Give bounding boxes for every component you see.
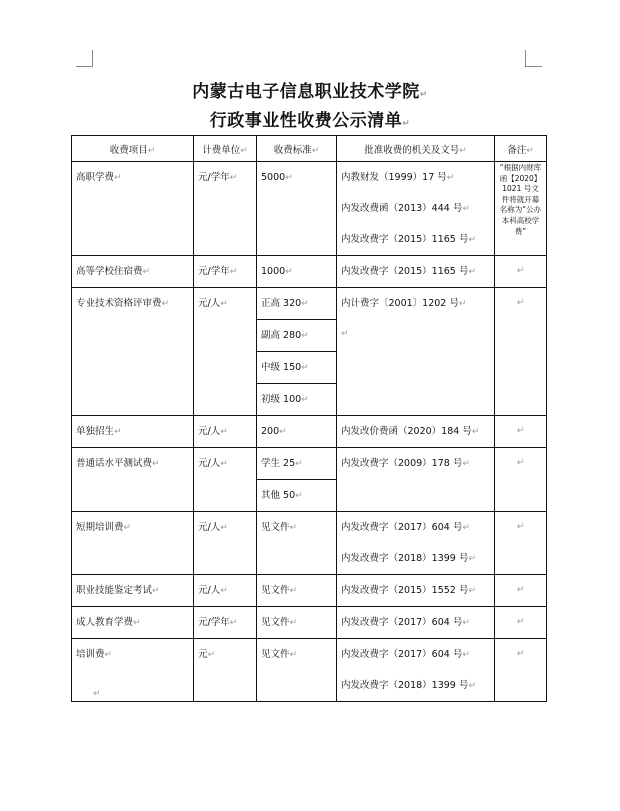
- fee-unit: 元/人↵: [198, 522, 228, 533]
- approval-document: 内发改费字（2009）178 号↵: [341, 458, 470, 469]
- fee-item-name: 职业技能鉴定考试↵: [76, 585, 160, 596]
- fee-item-name: 高职学费↵: [76, 172, 122, 183]
- fee-unit: 元/学年↵: [198, 172, 238, 183]
- cell-remark: [495, 575, 547, 607]
- fee-item-name: 短期培训费↵: [76, 522, 132, 533]
- fee-standard-value: 初级 100↵: [261, 394, 309, 405]
- header-unit: 计费单位↵: [194, 136, 257, 162]
- cell-unit: [194, 575, 257, 607]
- cell-standard: [257, 639, 337, 702]
- cell-approval: [337, 416, 495, 448]
- cell-unit: [194, 607, 257, 639]
- end-paragraph-mark: ↵: [93, 689, 101, 699]
- approval-document: 内发改价费函（2020）184 号↵: [341, 426, 480, 437]
- cell-standard: [257, 416, 337, 448]
- approval-document: 内发改费字（2018）1399 号↵: [341, 553, 476, 564]
- cell-unit: [194, 288, 257, 416]
- approval-document: 内发改费字（2017）604 号↵: [341, 522, 470, 533]
- approval-document: 内发改费字（2018）1399 号↵: [341, 680, 476, 691]
- approval-document: 内发改费字（2017）604 号↵: [341, 617, 470, 628]
- header-item: 收费项目↵: [72, 136, 194, 162]
- cell-standard: [257, 575, 337, 607]
- paragraph-mark: ↵: [516, 522, 525, 532]
- cell-item: [72, 288, 194, 416]
- table-row: [72, 256, 547, 288]
- cell-remark: [495, 639, 547, 702]
- cell-item: [72, 639, 194, 702]
- header-remark: 备注↵: [495, 136, 547, 162]
- fee-standard-value: 其他 50↵: [261, 490, 303, 501]
- cell-approval: [337, 256, 495, 288]
- cell-standard: [257, 162, 337, 256]
- table-row: [72, 288, 547, 416]
- cell-approval: [337, 162, 495, 256]
- fee-unit: 元/人↵: [198, 458, 228, 469]
- fee-item-name: 成人教育学费↵: [76, 617, 141, 628]
- cell-approval: [337, 639, 495, 702]
- cell-standard: [257, 512, 337, 575]
- header-approval: 批准收费的机关及文号↵: [337, 136, 495, 162]
- fee-standard-value: 5000↵: [261, 172, 293, 183]
- cell-item: [72, 448, 194, 512]
- approval-document: 内发改费字（2015）1165 号↵: [341, 234, 476, 245]
- fee-item-name: 单独招生↵: [76, 426, 122, 437]
- cell-unit: [194, 162, 257, 256]
- fee-standard-value: 见文件↵: [261, 617, 298, 628]
- cell-remark: [495, 448, 547, 512]
- approval-document: 内发改费函（2013）444 号↵: [341, 203, 470, 214]
- table-row: [72, 607, 547, 639]
- paragraph-mark: ↵: [516, 585, 525, 595]
- cell-item: [72, 512, 194, 575]
- cell-unit: [194, 448, 257, 512]
- table-row: [72, 448, 547, 512]
- document-subtitle: 行政事业性收费公示清单↵: [209, 111, 411, 131]
- fee-unit: 元/人↵: [198, 585, 228, 596]
- fee-standard-value: 见文件↵: [261, 522, 298, 533]
- table-row: [72, 639, 547, 702]
- cell-remark: [495, 512, 547, 575]
- fee-standard-value: 副高 280↵: [257, 320, 336, 352]
- cell-standard: [257, 448, 337, 512]
- paragraph-mark: ↵: [516, 298, 525, 308]
- fee-standard-value: 1000↵: [261, 266, 293, 277]
- fee-unit: 元↵: [198, 649, 216, 660]
- approval-document: 内计费字〔2001〕1202 号↵: [341, 298, 467, 309]
- cell-remark: [495, 256, 547, 288]
- cell-standard: [257, 288, 337, 416]
- fee-standard-value: 200↵: [261, 426, 287, 437]
- fee-standard-value: 学生 25↵: [257, 448, 336, 480]
- table-row: [72, 512, 547, 575]
- fee-item-name: 培训费↵: [76, 649, 113, 660]
- header-standard: 收费标准↵: [257, 136, 337, 162]
- cell-unit: [194, 256, 257, 288]
- paragraph-mark: ↵: [516, 458, 525, 468]
- cell-item: [72, 575, 194, 607]
- fee-standard-value: 中级 150↵: [257, 352, 336, 384]
- cell-unit: [194, 416, 257, 448]
- cell-standard: [257, 607, 337, 639]
- table-row: [72, 575, 547, 607]
- fee-unit: 元/学年↵: [198, 266, 238, 277]
- approval-document: 内发改费字（2015）1165 号↵: [341, 266, 476, 277]
- cell-approval: [337, 448, 495, 512]
- cell-approval: [337, 512, 495, 575]
- paragraph-mark: ↵: [516, 266, 525, 276]
- cell-item: [72, 162, 194, 256]
- cell-remark: [495, 607, 547, 639]
- approval-document: 内教财发（1999）17 号↵: [341, 172, 455, 183]
- fee-unit: 元/人↵: [198, 298, 228, 309]
- document-title: 内蒙古电子信息职业技术学院↵: [192, 82, 428, 102]
- cell-item: [72, 416, 194, 448]
- table-row: [72, 162, 547, 256]
- cell-remark: [495, 288, 547, 416]
- cell-item: [72, 607, 194, 639]
- fee-unit: 元/学年↵: [198, 617, 238, 628]
- fee-item-name: 普通话水平测试费↵: [76, 458, 160, 469]
- remark-note: “根据内财库函【2020】1021 号文件将就开募名称为“公办本科高校学费”: [499, 163, 542, 236]
- cell-remark: [495, 162, 547, 256]
- paragraph-mark: ↵: [516, 617, 525, 627]
- fee-item-name: 专业技术资格评审费↵: [76, 298, 170, 309]
- fee-table: [71, 135, 547, 702]
- cell-remark: [495, 416, 547, 448]
- fee-unit: 元/人↵: [198, 426, 228, 437]
- cell-standard: [257, 256, 337, 288]
- approval-document: 内发改费字（2015）1552 号↵: [341, 585, 476, 596]
- fee-standard-value: 正高 320↵: [257, 288, 336, 320]
- fee-item-name: 高等学校住宿费↵: [76, 266, 151, 277]
- paragraph-mark: ↵: [516, 649, 525, 659]
- cell-approval: [337, 607, 495, 639]
- cell-approval: [337, 575, 495, 607]
- crop-mark-top-left: [76, 50, 93, 67]
- table-row: [72, 416, 547, 448]
- cell-unit: [194, 639, 257, 702]
- table-header-row: [72, 136, 547, 162]
- fee-standard-value: 见文件↵: [261, 585, 298, 596]
- fee-standard-value: 见文件↵: [261, 649, 298, 660]
- cell-item: [72, 256, 194, 288]
- cell-unit: [194, 512, 257, 575]
- paragraph-mark: ↵: [516, 426, 525, 436]
- crop-mark-top-right: [525, 50, 542, 67]
- approval-document: 内发改费字（2017）604 号↵: [341, 649, 470, 660]
- cell-approval: 内计费字〔2001〕1202 号↵ ↵: [337, 288, 495, 416]
